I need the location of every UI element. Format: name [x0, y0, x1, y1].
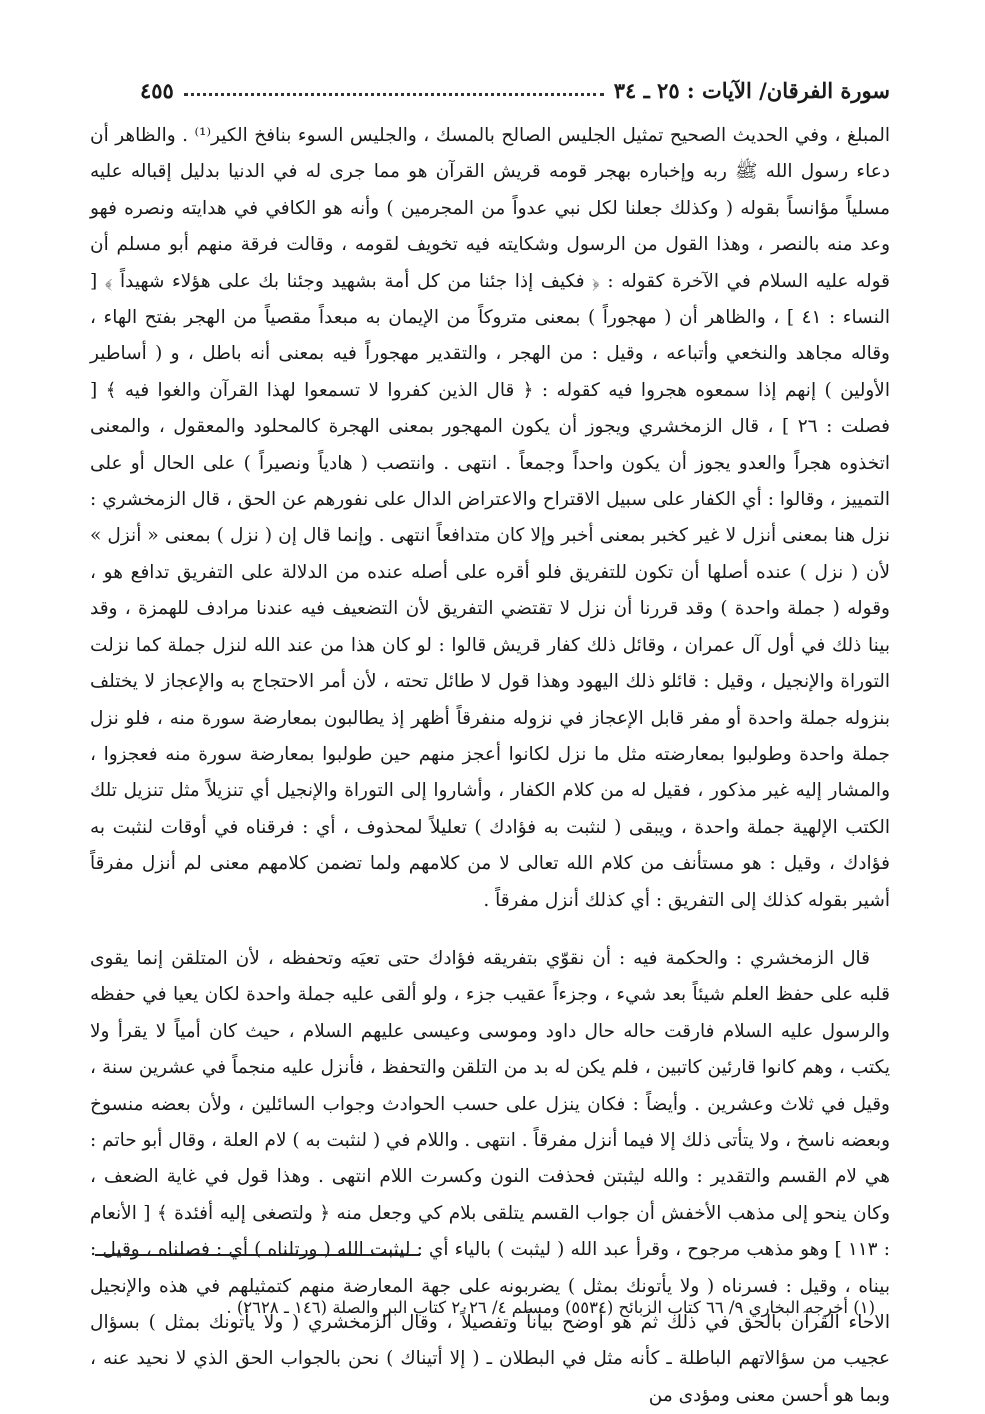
surah-title: سورة الفرقان/ الآيات : ٢٥ ـ ٣٤: [613, 77, 890, 103]
paragraph-1: المبلغ ، وفي الحديث الصحيح تمثيل الجليس الصالح بالمسك ، والجليس السوء بنافخ الكير⁽¹⁾ . والظاهر أن دعاء رسول الله ﷺ ربه وإخباره بهجر قومه قريش القرآن هو مما جرى له في الدنيا بدليل إقباله عليه مسلياً مؤانساً بقوله ( وكذلك جعلنا لكل نبي عدواً من المجرمين ) وأنه هو الكافي في هدايته ونصره فهو وعد منه بالنصر ، وهذا القول من الرسول وشكايته فيه تخويف لقومه ، وقالت فرقة منهم أبو مسلم أن قوله عليه السلام في الآخرة كقوله : ﴿ فكيف إذا جئنا من كل أمة بشهيد وجئنا بك على هؤلاء شهيداً ﴾ [ النساء : ٤١ ] ، والظاهر أن ( مهجوراً ) بمعنى متروكاً من الإيمان به مبعداً مقصياً من الهجر بفتح الهاء ، وقاله مجاهد والنخعي وأتباعه ، وقيل : من الهجر ، والتقدير مهجوراً فيه بمعنى أنه باطل ، و ( أساطير الأولين ) إنهم إذا سمعوه هجروا فيه كقوله : ﴿ قال الذين كفروا لا تسمعوا لهذا القرآن والغوا فيه ﴾ [ فصلت : ٢٦ ] ، قال الزمخشري ويجوز أن يكون المهجور بمعنى الهجرة كالمحلود والمعقول ، والمعنى اتخذوه هجراً والعدو يجوز أن يكون واحداً وجمعاً . انتهى . وانتصب ( هادياً ونصيراً ) على الحال أو على التمييز ، وقالوا : أي الكفار على سبيل الاقتراح والاعتراض الدال على نفورهم عن الحق ، قال الزمخشري : نزل هنا بمعنى أنزل لا غير كخبر بمعنى أخبر وإلا كان متدافعاً انتهى . وإنما قال إن ( نزل ) بمعنى « أنزل » لأن ( نزل ) عنده أصلها أن تكون للتفريق فلو أقره على أصله عنده من الدلالة على التفريق تدافع هو ، وقوله ( جملة واحدة ) وقد قررنا أن نزل لا تقتضي التفريق لأن التضعيف فيه عندنا مرادف للهمزة ، وقد بينا ذلك في أول آل عمران ، وقائل ذلك كفار قريش قالوا : لو كان هذا من عند الله لنزل جملة كما نزلت التوراة والإنجيل ، وقيل : قائلو ذلك اليهود وهذا قول لا طائل تحته ، لأن أمر الاحتجاج به والإعجاز لا يختلف بنزوله جملة واحدة أو مفر قابل الإعجاز في نزوله منفرقاً أظهر إذ يطالبون بمعارضة سورة منه ، فلو نزل جملة واحدة وطولبوا بمعارضته مثل ما نزل لكانوا أعجز منهم حين طولبوا بمعارضة سورة منه فعجزوا ، والمشار إليه غير مذكور ، فقيل له من كلام الكفار ، وأشاروا إلى التوراة والإنجيل أي تنزيلاً مثل تنزيل تلك الكتب الإلهية جملة واحدة ، ويبقى ( لنثبت به فؤادك ) تعليلاً لمحذوف ، أي : فرقناه في أوقات لنثبت به فؤادك ، وقيل : هو مستأنف من كلام الله تعالى لا من كلامهم ولما تضمن كلامهم معنى لم أنزل مفرقاً أشير بقوله كذلك إلى التفريق : أي كذلك أنزل مفرقاً .: [90, 125, 890, 911]
footnote: (١) أخرجه البخاري ٩/ ٦٦ كتاب الزبائح (٥٥٣٤) ومسلم ٤/ ٢٠٢٦ كتاب البر والصلة (١٤٦ ـ ٢٦٢٨) .: [226, 1298, 875, 1317]
running-header: [140, 72, 890, 108]
paragraph-2: قال الزمخشري : والحكمة فيه : أن نقوّي بتفريقه فؤادك حتى تعيَه وتحفظه ، لأن المتلقن إنما يقوى قلبه على حفظ العلم شيئاً بعد شيء ، وجزءاً عقيب جزء ، ولو ألقى عليه جملة واحدة لكان يعيا في حفظه والرسول عليه السلام فارقت حاله حال داود وموسى وعيسى عليهم السلام ، حيث كان أمياً لا يقرأ ولا يكتب ، وهم كانوا قارئين كاتبين ، فلم يكن له بد من التلقن والتحفظ ، فأنزل عليه منجماً في عشرين سنة ، وقيل في ثلاث وعشرين . وأيضاً : فكان ينزل على حسب الحوادث وجواب السائلين ، ولأن بعضه منسوخ وبعضه ناسخ ، ولا يتأتى ذلك إلا فيما أنزل مفرقاً . انتهى . واللام في ( لنثبت به ) لام العلة ، وقال أبو حاتم : هي لام القسم والتقدير : والله ليثبتن فحذفت النون وكسرت اللام انتهى . وهذا قول في غاية الضعف ، وكان ينحو إلى مذهب الأخفش أن جواب القسم يتلقى بلام كي وجعل منه ﴿ ولتصغى إليه أفئدة ﴾ [ الأنعام : ١١٣ ] وهو مذهب مرجوح ، وقرأ عبد الله ( ليثبت ) بالياء أي : ليثبت الله ( ورتلناه ) أي : فصلناه ، وقيل : بيناه ، وقيل : فسرناه ( ولا يأتونك بمثل ) يضربونه على جهة المعارضة منهم كتمثيلهم في هذه والإنجيل الاحاء القرآن بالحق في ذلك ثم هو أوضح بياناً وتفصيلاً ، وقال الزمخشري ( ولا يأتونك بمثل ) بسؤال عجيب من سؤالاتهم الباطلة ـ كأنه مثل في البطلان ـ ( إلا أتيناك ) نحن بالجواب الحق الذي لا نحيد عنه ، وبما هو أحسن معنى ومؤدى من: [90, 947, 891, 1406]
main-text: [90, 118, 890, 1414]
header-leader-dots: [184, 93, 604, 96]
footnote-divider: [95, 1254, 420, 1256]
page-number: ٤٥٥: [140, 77, 174, 103]
